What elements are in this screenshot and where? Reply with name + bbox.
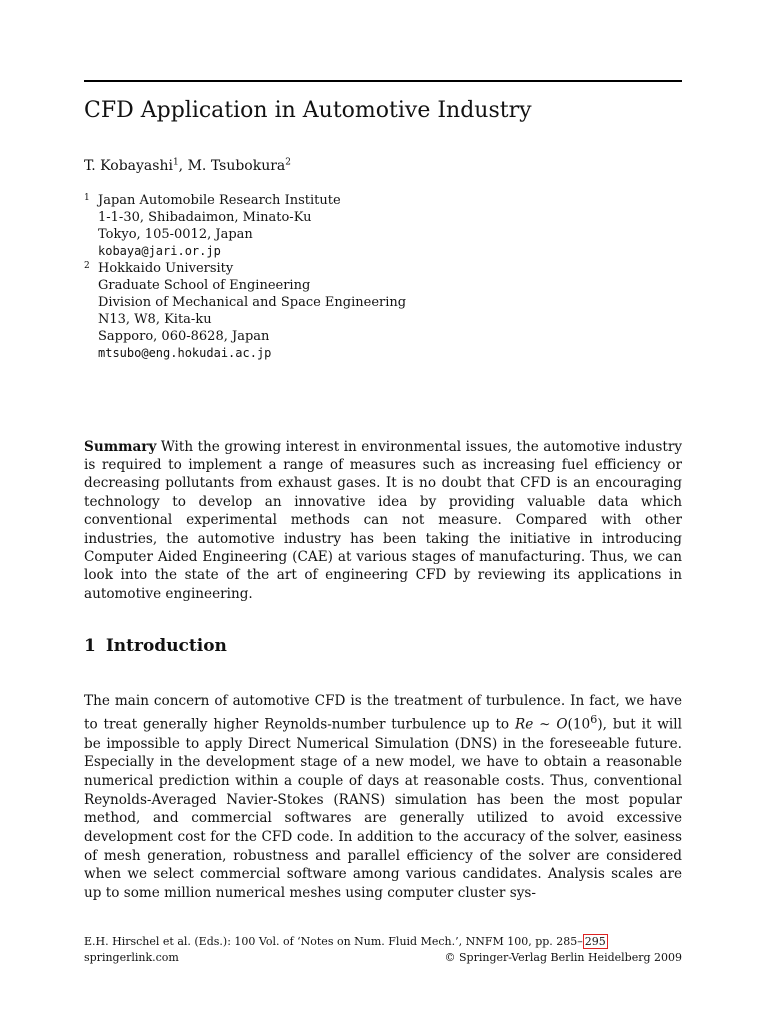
intro-text: The main concern of automotive CFD is the treatment of turbulence. In fact, we have to treat generally higher Reynolds-number turbulence up to (84, 692, 682, 733)
affiliation-line: Hokkaido University (98, 261, 234, 276)
top-rule (84, 80, 682, 82)
affiliation-line: Graduate School of Engineering (98, 278, 311, 293)
author-affiliation-mark: 2 (285, 157, 291, 168)
affiliation-line: Japan Automobile Research Institute (98, 193, 341, 208)
affiliation-line: 1-1-30, Shibadaimon, Minato-Ku (98, 210, 312, 225)
email-link[interactable]: mtsubo@eng.hokudai.ac.jp (98, 346, 272, 360)
page-link[interactable]: 295 (584, 935, 606, 948)
affiliation-line: N13, W8, Kita-ku (98, 312, 212, 327)
affiliation-line: Tokyo, 105-0012, Japan (98, 227, 253, 242)
email-link[interactable]: kobaya@jari.or.jp (98, 244, 221, 258)
page-footer (84, 934, 682, 966)
copyright: © Springer-Verlag Berlin Heidelberg 2009 (444, 951, 682, 964)
affiliation-list (84, 192, 406, 362)
author-name: T. Kobayashi (84, 158, 173, 174)
paper-page (84, 0, 682, 1024)
author-affiliation-mark: 1 (172, 157, 179, 168)
math-sim: ∼ (533, 716, 557, 733)
affiliation-line: Division of Mechanical and Space Engineering (98, 295, 407, 310)
author-list (84, 158, 291, 174)
section-number: 1 (84, 636, 96, 656)
math-big-o: O (556, 716, 568, 733)
author-name: M. Tsubokura (187, 158, 286, 174)
citation-text: E.H. Hirschel et al. (Eds.): 100 Vol. of ‘Notes on Num. Fluid Mech.’, NNFM 100, pp. 285– (84, 935, 583, 948)
site-link[interactable]: springerlink.com (84, 951, 179, 964)
section-heading (84, 636, 227, 656)
footer-row (84, 950, 682, 966)
summary-paragraph (84, 438, 682, 604)
math-close: ) (597, 716, 603, 733)
intro-paragraph (84, 692, 682, 903)
author-separator: , (178, 158, 188, 174)
math-open: (10 (567, 716, 591, 733)
intro-text: , but it will be impossible to apply Direct Numerical Simulation (DNS) in the foreseeable future. Especially in the development stage of a new model, we have to obtain a reasonable numerical prediction within a couple of days at reasonable costs. Thus, conventional Reynolds-Averaged Navier-Stokes (RANS) simulation has been the most popular method, and commercial softwares are generally utilized to avoid excessive development cost for the CFD code. In addition to the accuracy of the solver, easiness of mesh generation, robustness and parallel efficiency of the solver are considered when we select commercial software among various candidates. Analysis scales are up to some million numerical meshes using computer cluster sys- (84, 716, 682, 902)
math-re: Re (514, 716, 534, 733)
math-exponent: 6 (590, 712, 598, 727)
affiliation: 1 Japan Automobile Research Institute 1-1-30, Shibadaimon, Minato-Ku Tokyo, 105-0012, Japan kobaya@jari.or.jp (84, 192, 406, 260)
summary-label: Summary (84, 438, 157, 455)
summary-text: With the growing interest in environmental issues, the automotive industry is required to implement a range of measures such as increasing fuel efficiency or decreasing pollutants from exhaust gases. It is no doubt that CFD is an encouraging technology to develop an innovative idea by providing valuable data which conventional experimental methods can not measure. Compared with other industries, the automotive industry has been taking the initiative in introducing Computer Aided Engineering (CAE) at various stages of manufacturing. Thus, we can look into the state of the art of engineering CFD by reviewing its applications in automotive engineering. (84, 438, 682, 602)
affiliation: 2 Hokkaido University Graduate School of Engineering Division of Mechanical and Space Engineering N13, W8, Kita-ku Sapporo, 060-8628, Japan mtsubo@eng.hokudai.ac.jp (84, 261, 407, 360)
citation-line (84, 934, 682, 950)
affiliation-line: Sapporo, 060-8628, Japan (98, 329, 270, 344)
section-title: Introduction (105, 636, 227, 656)
paper-title: CFD Application in Automotive Industry (84, 98, 532, 123)
